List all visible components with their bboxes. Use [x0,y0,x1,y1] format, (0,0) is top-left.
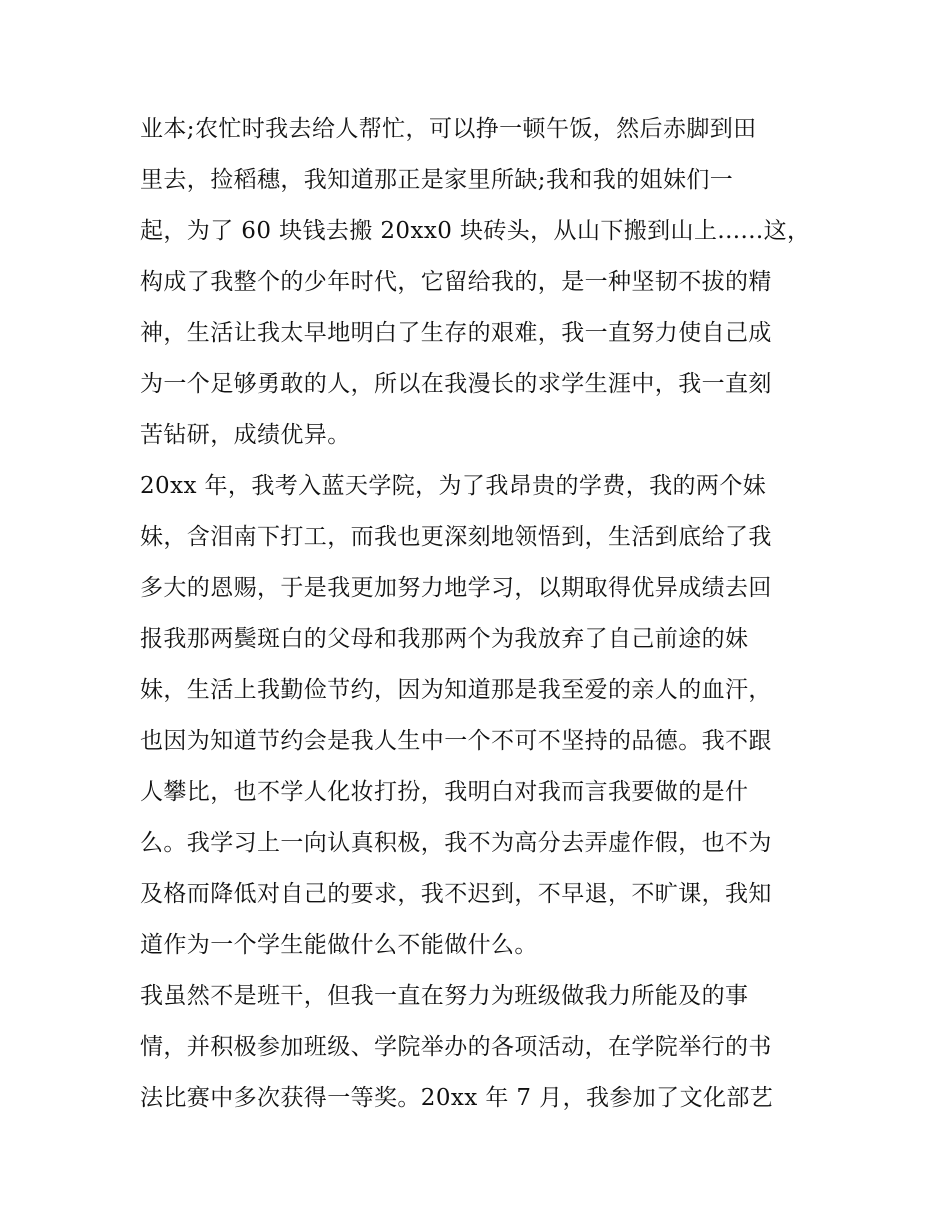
text-line: 业本;农忙时我去给人帮忙，可以挣一顿午饭，然后赤脚到田 [140,116,757,142]
text-line: 及格而降低对自己的要求，我不迟到，不早退，不旷课，我知 [140,881,772,907]
text-line: 起，为了 60 块钱去搬 20xx0 块砖头，从山下搬到山上......这， [140,218,811,244]
text-line: 多大的恩赐，于是我更加努力地学习，以期取得优异成绩去回 [140,575,772,601]
text-line: 人攀比，也不学人化妆打扮，我明白对我而言我要做的是什 [140,779,749,805]
text-line: 神，生活让我太早地明白了生存的艰难，我一直努力使自己成 [140,320,772,346]
text-line: 苦钻研，成绩优异。 [140,422,351,448]
text-line: 么。我学习上一向认真积极，我不为高分去弄虚作假，也不为 [140,830,772,856]
body-text [140,104,830,1124]
text-line: 20xx 年，我考入蓝天学院，为了我昂贵的学费，我的两个妹 [140,473,767,499]
text-line: 情，并积极参加班级、学院举办的各项活动，在学院举行的书 [140,1034,772,1060]
text-line: 里去，捡稻穗，我知道那正是家里所缺;我和我的姐妹们一 [140,167,734,193]
text-line: 报我那两鬓斑白的父母和我那两个为我放弃了自己前途的妹 [140,626,749,652]
text-line: 我虽然不是班干，但我一直在努力为班级做我力所能及的事 [140,983,749,1009]
text-line: 也因为知道节约会是我人生中一个不可不坚持的品德。我不跟 [140,728,772,754]
text-line: 道作为一个学生能做什么不能做什么。 [140,932,538,958]
text-line: 为一个足够勇敢的人，所以在我漫长的求学生涯中，我一直刻 [140,371,772,397]
text-line: 法比赛中多次获得一等奖。20xx 年 7 月，我参加了文化部艺 [140,1085,774,1111]
text-line: 构成了我整个的少年时代，它留给我的，是一种坚韧不拔的精 [140,269,772,295]
text-line: 妹，生活上我勤俭节约，因为知道那是我至爱的亲人的血汗， [140,677,772,703]
text-line: 妹，含泪南下打工，而我也更深刻地领悟到，生活到底给了我 [140,524,772,550]
